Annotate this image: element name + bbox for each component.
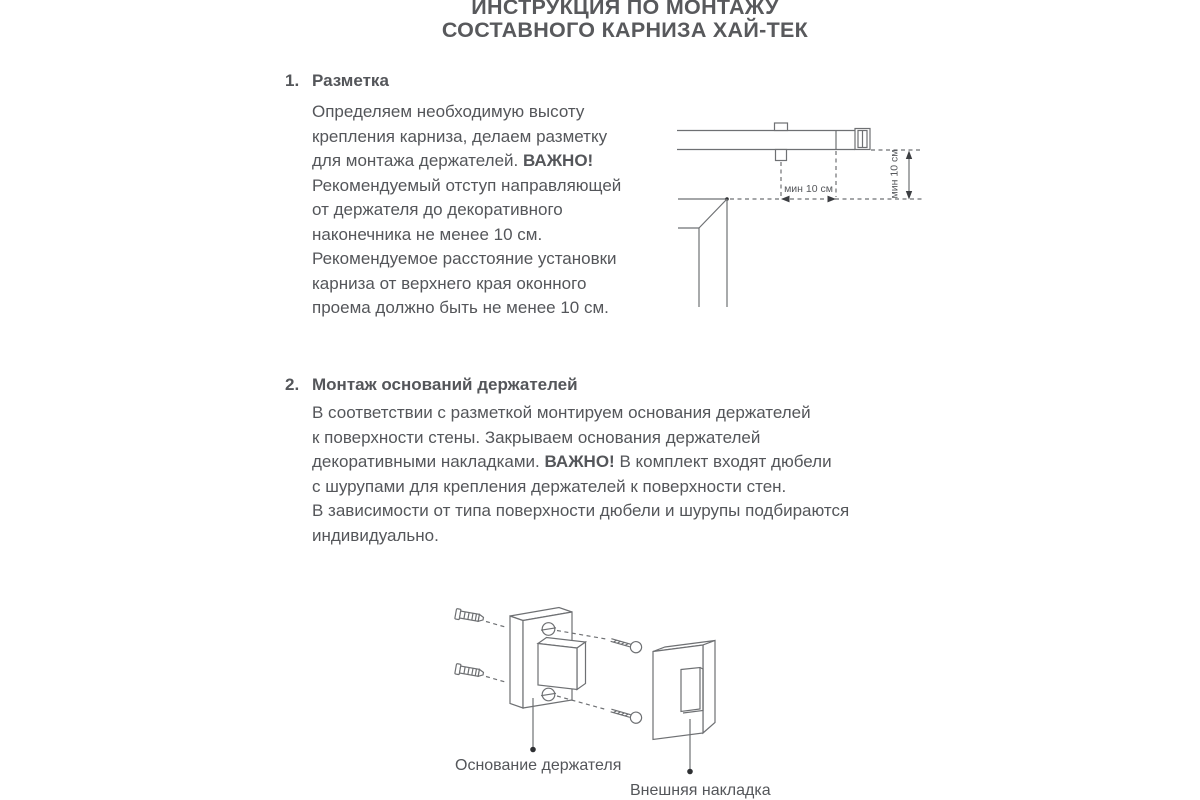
section-1-heading-text: Разметка <box>312 71 389 90</box>
leader-screw-bottom <box>557 696 606 710</box>
paragraph-line: В зависимости от типа поверхности дюбели и шурупы подбираются <box>312 501 850 520</box>
section-2-heading <box>285 375 578 395</box>
holder-base-plate <box>510 608 586 709</box>
paragraph-line: проема должно быть не менее 10 см. <box>312 298 609 317</box>
rod-holder-bracket <box>775 123 788 161</box>
paragraph-line: от держателя до декоративного <box>312 200 563 219</box>
callout-base-label: Основание держателя <box>455 757 622 774</box>
page-title-line-2: СОСТАВНОГО КАРНИЗА ХАЙ-ТЕК <box>441 17 809 42</box>
wall-plug-top <box>455 609 484 624</box>
dimension-label-horizontal: мин 10 см <box>784 183 833 195</box>
section-1-number: 1. <box>285 71 300 90</box>
paragraph-line: В соответствии с разметкой монтируем основания держателей <box>312 403 811 422</box>
paragraph-line: крепления карниза, делаем разметку <box>312 126 608 146</box>
section-2-paragraph <box>312 401 849 548</box>
paragraph-line: карниза от верхнего края оконного <box>312 273 587 293</box>
section-2-heading-text: Монтаж оснований держателей <box>312 375 578 394</box>
paragraph-line: с шурупами для крепления держателей к поверхности стен. <box>312 476 787 496</box>
page-title <box>425 0 825 41</box>
dimension-label-vertical: мин 10 см <box>888 149 901 199</box>
wall-plug-bottom <box>455 664 484 679</box>
section-2-number: 2. <box>285 375 300 394</box>
leader-plug-bottom <box>486 677 507 683</box>
paragraph-line: декоративными накладками. ВАЖНО! В комплект входят дюбели <box>312 452 832 471</box>
cover-plate <box>653 641 715 740</box>
section-1-heading <box>285 71 389 91</box>
callout-cover-label: Внешняя накладка <box>630 782 771 799</box>
page-title-line-1: ИНСТРУКЦИЯ ПО МОНТАЖУ <box>471 0 779 19</box>
window-corner <box>678 197 729 307</box>
paragraph-line: к поверхности стены. Закрываем основания держателей <box>312 427 761 447</box>
paragraph-line: Определяем необходимую высоту <box>312 102 585 121</box>
vertical-dimension <box>871 150 923 200</box>
screw-bottom <box>609 705 642 724</box>
holder-boss-front <box>538 644 577 690</box>
section-1-paragraph <box>312 100 621 321</box>
leader-plug-top <box>486 622 507 628</box>
holder-boss-side <box>577 642 586 690</box>
paragraph-line: Рекомендуемый отступ направляющей <box>312 175 622 195</box>
paragraph-line: для монтажа держателей. ВАЖНО! <box>312 151 594 170</box>
paragraph-line: индивидуально. <box>312 525 439 545</box>
rod-end-tip <box>855 129 870 150</box>
paragraph-line: наконечника не менее 10 см. <box>312 224 543 244</box>
paragraph-line: Рекомендуемое расстояние установки <box>312 249 617 268</box>
screw-top <box>609 635 642 654</box>
marking-diagram <box>665 115 930 315</box>
